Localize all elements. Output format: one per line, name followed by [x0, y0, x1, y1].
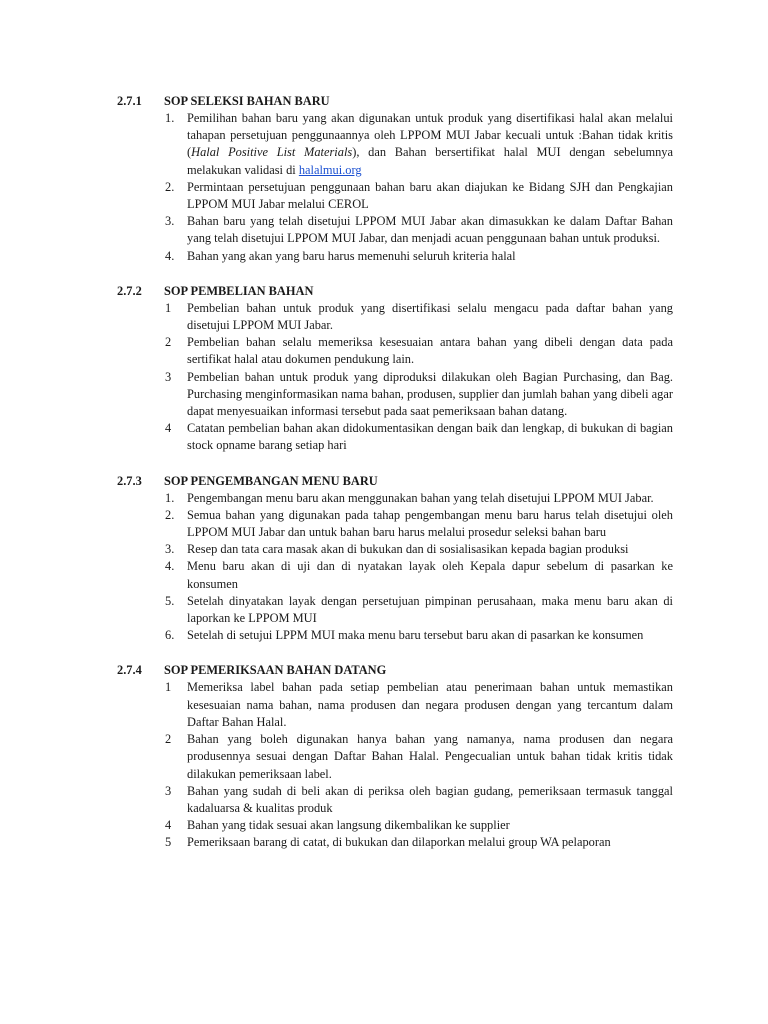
- list-item: [117, 593, 673, 627]
- item-text: Bahan yang boleh digunakan hanya bahan yang namanya, nama produsen dan negara produsennya sesuai dengan Daftar Bahan Halal. Pengecualian untuk bahan tidak kritis tidak dilakukan pemeriksaan label.: [187, 732, 673, 781]
- item-text: Setelah di setujui LPPM MUI maka menu baru tersebut baru akan di pasarkan ke konsumen: [187, 628, 644, 643]
- list-item: [117, 179, 673, 213]
- section-sop-pengembangan-menu-baru: [117, 473, 673, 645]
- item-number: 2: [165, 335, 172, 350]
- item-text: Catatan pembelian bahan akan didokumentasikan dengan baik dan lengkap, di bukukan di bagian stock opname barang setiap hari: [187, 421, 673, 453]
- list-item: [117, 731, 673, 783]
- halalmui-link[interactable]: halalmui.org: [298, 162, 362, 177]
- section-heading: [117, 93, 673, 110]
- list-item: [117, 110, 673, 179]
- list-item: [117, 248, 673, 265]
- item-number: 1.: [165, 111, 175, 125]
- section-title: SOP PEMBELIAN BAHAN: [164, 283, 314, 298]
- item-number: 2: [165, 732, 172, 747]
- section-heading: [117, 662, 673, 679]
- list-item: [117, 558, 673, 592]
- item-text: Pembelian bahan untuk produk yang disertifikasi selalu mengacu pada daftar bahan yang disetujui LPPOM MUI Jabar.: [187, 300, 673, 333]
- list-item: [117, 420, 673, 454]
- item-number: 4: [165, 818, 172, 833]
- item-text-italic: Halal Positive List Materials: [191, 145, 353, 160]
- item-text: Memeriksa label bahan pada setiap pembelian atau penerimaan bahan untuk memastikan kesesuaian nama bahan, nama produsen dan negara produsen dengan yang tercantum dalam Daftar Bahan Halal.: [187, 680, 673, 729]
- item-text: Permintaan persetujuan penggunaan bahan baru akan diajukan ke Bidang SJH dan Pengkajian LPPOM MUI Jabar melalui CEROL: [187, 179, 673, 212]
- list-item: [117, 490, 673, 507]
- list-item: [117, 334, 673, 368]
- section-heading: [117, 473, 673, 490]
- item-number: 2.: [165, 507, 175, 522]
- item-text: Pembelian bahan selalu memeriksa kesesuaian antara bahan yang dibeli dengan data pada sertifikat halal atau dokumen pendukung lain.: [187, 335, 673, 367]
- item-text: Pengembangan menu baru akan menggunakan bahan yang telah disetujui LPPOM MUI Jabar.: [187, 490, 654, 505]
- list-item: [117, 369, 673, 421]
- document-page: [117, 93, 673, 870]
- item-number: 6.: [165, 628, 175, 643]
- section-number: 2.7.3: [117, 473, 142, 488]
- item-text: Setelah dinyatakan layak dengan persetujuan pimpinan perusahaan, maka menu baru akan di laporkan ke LPPOM MUI: [187, 593, 673, 626]
- list-item: [117, 300, 673, 334]
- list-item: [117, 834, 673, 851]
- item-number: 1: [165, 300, 172, 315]
- list-item: [117, 541, 673, 558]
- section-number: 2.7.1: [117, 94, 142, 108]
- item-number: 3: [165, 783, 172, 798]
- item-number: 3.: [165, 542, 175, 557]
- section-title: SOP SELEKSI BAHAN BARU: [164, 94, 330, 108]
- section-sop-pemeriksaan-bahan-datang: [117, 662, 673, 851]
- item-text: Pembelian bahan untuk produk yang diproduksi dilakukan oleh Bagian Purchasing, dan Bag. Purchasing menginformasikan nama bahan, produsen, supplier dan jumlah bahan yang dibeli agar dapat menyesuaikan informasi tersebut pada saat pemeriksaan bahan datang.: [187, 369, 673, 419]
- section-list: [117, 490, 673, 645]
- section-heading: [117, 283, 673, 300]
- section-list: [117, 679, 673, 851]
- section-title: SOP PEMERIKSAAN BAHAN DATANG: [164, 663, 387, 678]
- section-list: [117, 110, 673, 265]
- item-number: 2.: [165, 179, 175, 194]
- item-text: [187, 110, 673, 179]
- item-text: Pemeriksaan barang di catat, di bukukan dan dilaporkan melalui group WA pelaporan: [187, 835, 611, 850]
- item-number: 3: [165, 369, 172, 384]
- item-number: 3.: [165, 214, 175, 229]
- item-text: Bahan yang akan yang baru harus memenuhi seluruh kriteria halal: [187, 248, 516, 263]
- item-number: 5.: [165, 593, 175, 608]
- item-text: Semua bahan yang digunakan pada tahap pengembangan menu baru harus telah disetujui oleh LPPOM MUI Jabar dan untuk bahan baru harus melalui prosedur seleksi bahan baru: [187, 507, 673, 540]
- item-number: 4.: [165, 559, 175, 574]
- section-number: 2.7.2: [117, 283, 142, 298]
- item-text-part: Pemilihan bahan baru yang akan digunakan untuk produk yang disertifikasi halal akan melalui tahapan persetujuan penggunaannya oleh LPPOM MUI Jabar kecuali untuk :Bahan tidak kritis (: [187, 111, 673, 160]
- item-text: Bahan baru yang telah disetujui LPPOM MUI Jabar akan dimasukkan ke dalam Daftar Bahan yang telah disetujui LPPOM MUI Jabar, dan menjadi acuan penggunaan bahan untuk produksi.: [187, 214, 673, 246]
- item-text: Menu baru akan di uji dan di nyatakan layak oleh Kepala dapur sebelum di pasarkan ke konsumen: [187, 559, 673, 591]
- item-number: 5: [165, 835, 172, 850]
- item-number: 4.: [165, 248, 175, 263]
- section-sop-seleksi-bahan-baru: [117, 93, 673, 265]
- list-item: [117, 783, 673, 817]
- section-number: 2.7.4: [117, 663, 142, 678]
- section-list: [117, 300, 673, 455]
- item-text: Bahan yang sudah di beli akan di periksa oleh bagian gudang, pemeriksaan termasuk tanggal kadaluarsa & kualitas produk: [187, 783, 673, 815]
- list-item: [117, 679, 673, 731]
- list-item: [117, 213, 673, 247]
- item-text-part: ), dan Bahan bersertifikat halal MUI dengan sebelumnya melakukan validasi di: [187, 145, 673, 177]
- item-number: 1.: [165, 490, 175, 505]
- item-number: 1: [165, 680, 172, 695]
- list-item: [117, 507, 673, 541]
- list-item: [117, 627, 673, 644]
- list-item: [117, 817, 673, 834]
- item-text: Resep dan tata cara masak akan di bukukan dan di sosialisasikan kepada bagian produksi: [187, 542, 629, 557]
- section-sop-pembelian-bahan: [117, 283, 673, 455]
- item-text: Bahan yang tidak sesuai akan langsung dikembalikan ke supplier: [187, 818, 510, 833]
- section-title: SOP PENGEMBANGAN MENU BARU: [164, 473, 378, 488]
- item-number: 4: [165, 421, 172, 436]
